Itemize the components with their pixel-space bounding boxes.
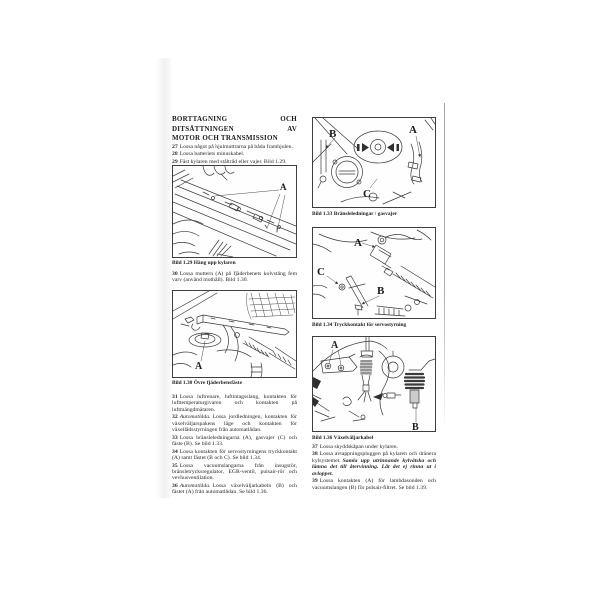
step-lead: Automatlåda. xyxy=(179,482,211,489)
figure-1-34 xyxy=(312,227,436,319)
page-title-line1: BORTTAGNING OCH DITSÄTTNINGEN AV xyxy=(172,115,297,133)
strut-mount-line-art xyxy=(173,291,296,377)
step-text: Lossa muttern (A) på fjäderbenets kolvstång fem varv (använd mothåll). Bild 1.30. xyxy=(172,271,297,284)
figure-1-36-drawing xyxy=(313,337,435,431)
step-32 xyxy=(172,414,297,433)
step-35 xyxy=(172,463,297,482)
steps-27-29 xyxy=(172,144,297,166)
step-text: Lossa kontakten (A) för lambdasonden och vacuumslangen (B) för pulsair-filtret. Se bild 1.39. xyxy=(312,478,436,491)
step-number: 33 xyxy=(172,434,178,441)
figure-1-29-label-a: A xyxy=(280,182,287,192)
step-number: 30 xyxy=(172,271,178,277)
step-number: 37 xyxy=(312,444,318,450)
step-number: 28 xyxy=(172,151,178,158)
scan-shadow-left xyxy=(156,58,171,498)
step-33 xyxy=(172,435,297,448)
step-34 xyxy=(172,449,297,462)
figure-1-30 xyxy=(172,290,297,378)
step-text: Lossa jordledningen, kontakten för växelväljarspakens läge och kontakten för växellådsstyrningen från automatlådan. xyxy=(172,414,297,434)
step-lead: Automatlåda. xyxy=(179,414,211,421)
step-39 xyxy=(312,478,436,491)
figure-1-34-caption: Bild 1.34 Tryckkontakt för servostyrning xyxy=(312,322,407,328)
steps-31-36 xyxy=(172,394,297,497)
figure-1-33-label-b: B xyxy=(329,128,337,140)
step-31 xyxy=(172,394,297,413)
step-number: 35 xyxy=(172,462,178,469)
step-text: Fäst kylaren med ståltråd eller vajer. Bild 1.29. xyxy=(179,158,287,165)
step-number: 36 xyxy=(172,482,178,489)
figure-1-34-label-c: C xyxy=(317,266,325,278)
step-text: Lossa vacuumslangarna från insugsrör, bränsletrycksregulator, EGR-ventil, pulsair-rör och vevhusventilation. xyxy=(172,462,297,482)
step-text: Lossa växelväljarkabeln (B) och fästet (A) från automatlådan. Se bild 1.36. xyxy=(172,482,297,496)
page-title xyxy=(172,115,297,144)
figure-1-33-caption: Bild 1.33 Bränsleledningar / gasvajer xyxy=(312,211,398,217)
step-text: Lossa avtappningspluggen på kylaren och dränera kylsystemet. xyxy=(312,451,436,464)
step-number: 27 xyxy=(172,144,178,150)
figure-1-36 xyxy=(312,336,436,432)
step-text: Lossa batteriets minuskabel. xyxy=(179,151,245,158)
step-27 xyxy=(172,144,297,150)
scan-page-edge-line xyxy=(444,103,445,431)
step-number: 38 xyxy=(312,451,318,458)
figure-1-29-caption: Bild 1.29 Häng upp kylaren xyxy=(172,260,236,266)
step-text: Lossa bränsleledningarna (A), gasvajer (C) och fäste (B). Se bild 1.33. xyxy=(172,434,297,448)
figure-1-29 xyxy=(172,165,297,258)
step-text: Lossa skyddskåpan under kylaren. xyxy=(319,444,399,450)
figure-1-30-caption: Bild 1.30 Övre fjäderbensfäste xyxy=(172,380,242,386)
figure-1-33-label-a: A xyxy=(409,124,417,136)
radiator-cowl-line-art xyxy=(173,166,296,257)
step-text: Lossa luftrenare, luftintagsslang, kontakten för lufttemperaturgivaren och kontakten på luftmängdmätaren. xyxy=(172,394,297,413)
figure-1-30-label-a: A xyxy=(195,361,203,372)
step-28 xyxy=(172,151,297,157)
pressure-switch-line-art xyxy=(313,230,435,316)
steps-37-39 xyxy=(312,444,436,492)
step-number: 31 xyxy=(172,394,178,400)
step-text: Lossa kontakten för servostyrningens tryckkontakt (A) samt fästet (B och C). Se bild 1.34. xyxy=(172,448,297,462)
step-36 xyxy=(172,483,297,496)
figure-1-33-label-c: C xyxy=(363,188,371,200)
figure-1-34-label-b: B xyxy=(377,285,385,297)
page-title-line2: MOTOR OCH TRANSMISSION xyxy=(172,134,278,143)
step-30 xyxy=(172,271,297,284)
figure-1-34-label-a: A xyxy=(354,237,362,249)
figure-1-36-label-a: A xyxy=(331,340,339,351)
figure-1-29-drawing xyxy=(173,166,296,257)
figure-1-33-drawing xyxy=(313,118,435,207)
figure-1-30-drawing xyxy=(173,291,296,377)
step-text: Lossa något på hjulmuttrarna på båda framhjulen. xyxy=(179,144,293,150)
figure-1-36-caption: Bild 1.36 Växelväljarkabel xyxy=(312,435,374,441)
step-30-block xyxy=(172,271,297,285)
step-37 xyxy=(312,444,436,450)
step-number: 39 xyxy=(312,478,318,485)
step-number: 29 xyxy=(172,158,178,165)
figure-1-34-drawing xyxy=(313,228,435,318)
step-38 xyxy=(312,451,436,477)
figure-1-36-label-b: B xyxy=(412,422,419,431)
step-number: 34 xyxy=(172,448,178,455)
step-number: 32 xyxy=(172,414,178,421)
step-emphasis: Samla upp utrinnande kylvätska och lämna det till återvinning. Låt det ej rinna ut i avloppet. xyxy=(312,457,436,477)
figure-1-33 xyxy=(312,117,436,208)
